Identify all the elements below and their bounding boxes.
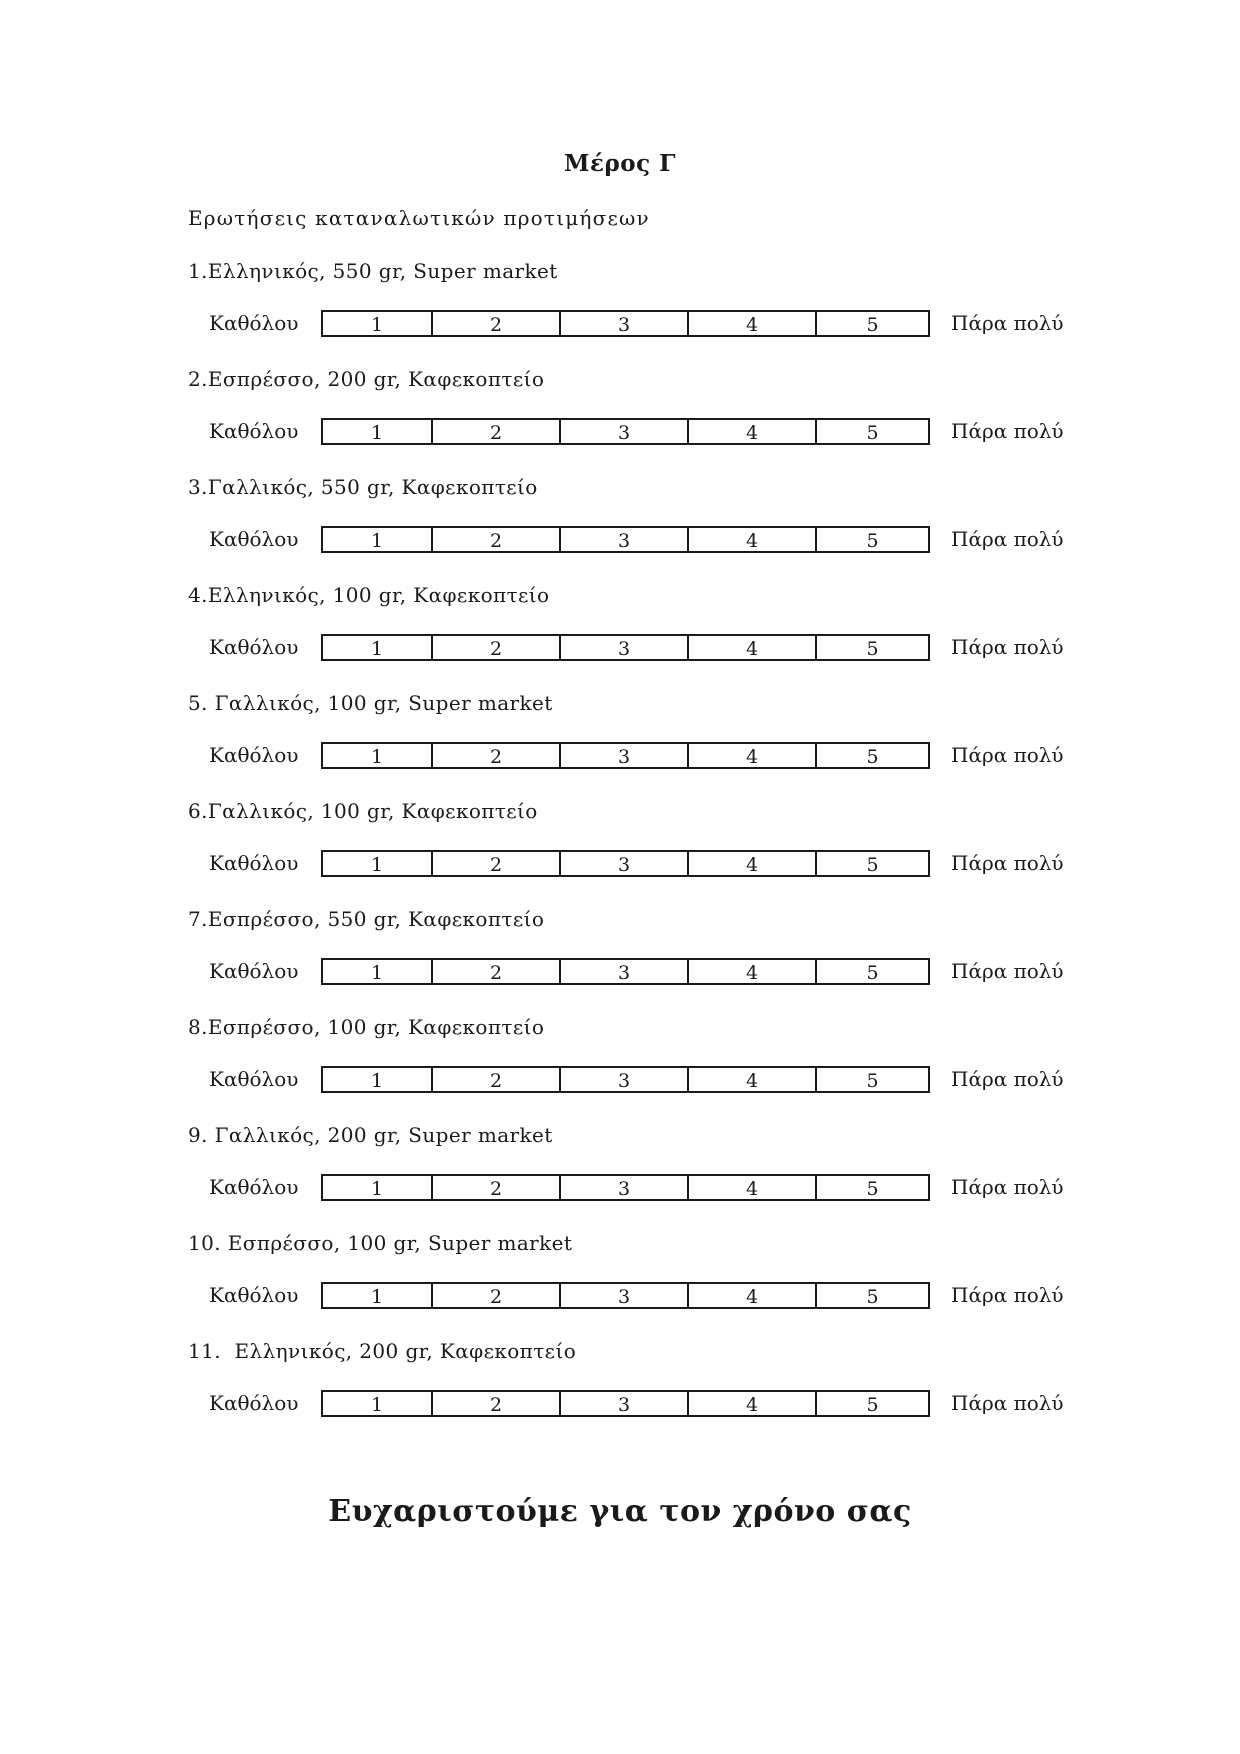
rating-scale bbox=[321, 742, 930, 769]
question-block bbox=[0, 1015, 1240, 1123]
scale-right-label: Πάρα πολύ bbox=[951, 851, 1064, 875]
rating-option-4[interactable]: 4 bbox=[689, 852, 817, 875]
rating-scale bbox=[321, 1390, 930, 1417]
rating-option-2[interactable]: 2 bbox=[433, 744, 561, 767]
rating-option-4[interactable]: 4 bbox=[689, 420, 817, 443]
rating-option-5[interactable]: 5 bbox=[866, 314, 879, 336]
intro-text: Ερωτήσεις καταναλωτικών προτιμήσεων bbox=[188, 206, 650, 230]
question-text: 11. Ελληνικός, 200 gr, Καφεκοπτείο bbox=[188, 1339, 577, 1363]
rating-option-4[interactable]: 4 bbox=[689, 1284, 817, 1307]
rating-option-5[interactable]: 5 bbox=[866, 1394, 879, 1416]
rating-option-5[interactable]: 5 bbox=[866, 638, 879, 660]
question-text: 5. Γαλλικός, 100 gr, Super market bbox=[188, 691, 553, 715]
rating-option-3[interactable]: 3 bbox=[561, 636, 689, 659]
question-block bbox=[0, 799, 1240, 907]
rating-scale bbox=[321, 958, 930, 985]
rating-option-3[interactable]: 3 bbox=[561, 1068, 689, 1091]
rating-option-1[interactable]: 1 bbox=[323, 1392, 433, 1415]
rating-option-3[interactable]: 3 bbox=[561, 420, 689, 443]
question-block bbox=[0, 1123, 1240, 1231]
question-text: 7.Εσπρέσσο, 550 gr, Καφεκοπτείο bbox=[188, 907, 545, 931]
rating-scale bbox=[321, 418, 930, 445]
question-text: 9. Γαλλικός, 200 gr, Super market bbox=[188, 1123, 553, 1147]
scale-right-label: Πάρα πολύ bbox=[951, 1391, 1064, 1415]
rating-option-5[interactable]: 5 bbox=[866, 1070, 879, 1092]
rating-option-5[interactable]: 5 bbox=[866, 746, 879, 768]
rating-scale bbox=[321, 634, 930, 661]
question-text: 6.Γαλλικός, 100 gr, Καφεκοπτείο bbox=[188, 799, 538, 823]
rating-option-1[interactable]: 1 bbox=[323, 1068, 433, 1091]
scale-right-label: Πάρα πολύ bbox=[951, 635, 1064, 659]
scale-left-label: Καθόλου bbox=[209, 311, 299, 335]
rating-scale bbox=[321, 1066, 930, 1093]
rating-option-3[interactable]: 3 bbox=[561, 1284, 689, 1307]
rating-option-1[interactable]: 1 bbox=[323, 1176, 433, 1199]
rating-option-4[interactable]: 4 bbox=[689, 1392, 817, 1415]
rating-option-4[interactable]: 4 bbox=[689, 636, 817, 659]
rating-option-5[interactable]: 5 bbox=[866, 1286, 879, 1308]
scale-right-label: Πάρα πολύ bbox=[951, 959, 1064, 983]
rating-option-1[interactable]: 1 bbox=[323, 960, 433, 983]
rating-option-4[interactable]: 4 bbox=[689, 1176, 817, 1199]
rating-option-3[interactable]: 3 bbox=[561, 852, 689, 875]
scale-left-label: Καθόλου bbox=[209, 527, 299, 551]
rating-scale bbox=[321, 310, 930, 337]
question-block bbox=[0, 367, 1240, 475]
rating-option-5[interactable]: 5 bbox=[866, 854, 879, 876]
rating-scale bbox=[321, 850, 930, 877]
scale-left-label: Καθόλου bbox=[209, 959, 299, 983]
rating-option-3[interactable]: 3 bbox=[561, 1392, 689, 1415]
rating-option-2[interactable]: 2 bbox=[433, 420, 561, 443]
scale-right-label: Πάρα πολύ bbox=[951, 1067, 1064, 1091]
question-text: 1.Ελληνικός, 550 gr, Super market bbox=[188, 259, 558, 283]
question-block bbox=[0, 475, 1240, 583]
rating-option-2[interactable]: 2 bbox=[433, 852, 561, 875]
rating-option-5[interactable]: 5 bbox=[866, 530, 879, 552]
thanks-text: Ευχαριστούμε για τον χρόνο σας bbox=[328, 1494, 912, 1529]
rating-option-2[interactable]: 2 bbox=[433, 1284, 561, 1307]
rating-option-3[interactable]: 3 bbox=[561, 960, 689, 983]
scale-right-label: Πάρα πολύ bbox=[951, 419, 1064, 443]
rating-option-2[interactable]: 2 bbox=[433, 528, 561, 551]
rating-option-4[interactable]: 4 bbox=[689, 960, 817, 983]
question-block bbox=[0, 1231, 1240, 1339]
question-text: 4.Ελληνικός, 100 gr, Καφεκοπτείο bbox=[188, 583, 550, 607]
scale-right-label: Πάρα πολύ bbox=[951, 1175, 1064, 1199]
question-block bbox=[0, 259, 1240, 367]
scale-left-label: Καθόλου bbox=[209, 1067, 299, 1091]
rating-option-1[interactable]: 1 bbox=[323, 528, 433, 551]
scale-right-label: Πάρα πολύ bbox=[951, 743, 1064, 767]
rating-option-3[interactable]: 3 bbox=[561, 744, 689, 767]
scale-left-label: Καθόλου bbox=[209, 1283, 299, 1307]
rating-scale bbox=[321, 1282, 930, 1309]
rating-option-2[interactable]: 2 bbox=[433, 1068, 561, 1091]
question-text: 8.Εσπρέσσο, 100 gr, Καφεκοπτείο bbox=[188, 1015, 545, 1039]
rating-scale bbox=[321, 1174, 930, 1201]
question-block bbox=[0, 583, 1240, 691]
rating-option-2[interactable]: 2 bbox=[433, 636, 561, 659]
scale-right-label: Πάρα πολύ bbox=[951, 1283, 1064, 1307]
rating-option-3[interactable]: 3 bbox=[561, 528, 689, 551]
scale-left-label: Καθόλου bbox=[209, 635, 299, 659]
question-text: 3.Γαλλικός, 550 gr, Καφεκοπτείο bbox=[188, 475, 538, 499]
question-text: 10. Εσπρέσσο, 100 gr, Super market bbox=[188, 1231, 573, 1255]
rating-option-1[interactable]: 1 bbox=[323, 1284, 433, 1307]
scale-left-label: Καθόλου bbox=[209, 419, 299, 443]
rating-option-5[interactable]: 5 bbox=[866, 1178, 879, 1200]
rating-option-4[interactable]: 4 bbox=[689, 312, 817, 335]
scale-right-label: Πάρα πολύ bbox=[951, 527, 1064, 551]
rating-option-3[interactable]: 3 bbox=[561, 1176, 689, 1199]
part-title: Μέρος Γ bbox=[564, 150, 676, 177]
rating-option-4[interactable]: 4 bbox=[689, 744, 817, 767]
rating-option-2[interactable]: 2 bbox=[433, 960, 561, 983]
rating-option-2[interactable]: 2 bbox=[433, 1392, 561, 1415]
rating-option-1[interactable]: 1 bbox=[323, 744, 433, 767]
rating-scale bbox=[321, 526, 930, 553]
rating-option-5[interactable]: 5 bbox=[866, 962, 879, 984]
rating-option-1[interactable]: 1 bbox=[323, 852, 433, 875]
scale-left-label: Καθόλου bbox=[209, 1391, 299, 1415]
question-block bbox=[0, 691, 1240, 799]
scale-left-label: Καθόλου bbox=[209, 743, 299, 767]
rating-option-3[interactable]: 3 bbox=[561, 312, 689, 335]
scale-right-label: Πάρα πολύ bbox=[951, 311, 1064, 335]
scale-left-label: Καθόλου bbox=[209, 1175, 299, 1199]
scale-left-label: Καθόλου bbox=[209, 851, 299, 875]
rating-option-4[interactable]: 4 bbox=[689, 1068, 817, 1091]
rating-option-1[interactable]: 1 bbox=[323, 312, 433, 335]
question-block bbox=[0, 1339, 1240, 1447]
rating-option-1[interactable]: 1 bbox=[323, 420, 433, 443]
question-text: 2.Εσπρέσσο, 200 gr, Καφεκοπτείο bbox=[188, 367, 545, 391]
question-block bbox=[0, 907, 1240, 1015]
rating-option-2[interactable]: 2 bbox=[433, 1176, 561, 1199]
rating-option-1[interactable]: 1 bbox=[323, 636, 433, 659]
rating-option-2[interactable]: 2 bbox=[433, 312, 561, 335]
rating-option-5[interactable]: 5 bbox=[866, 422, 879, 444]
rating-option-4[interactable]: 4 bbox=[689, 528, 817, 551]
